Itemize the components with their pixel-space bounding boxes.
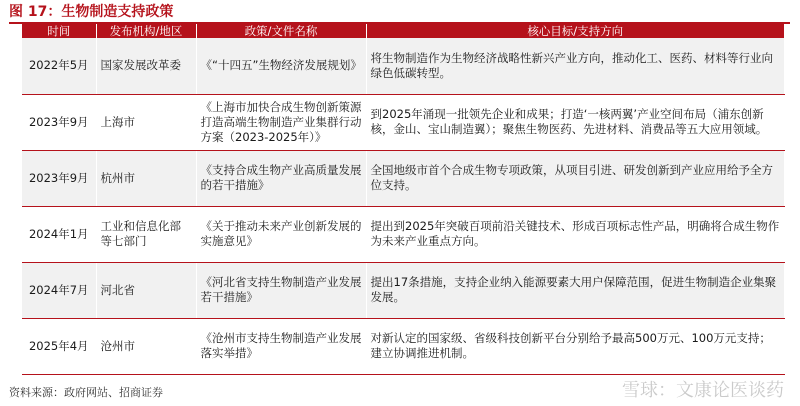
- table-row: [22, 206, 784, 262]
- cell-time: 2023年9月: [22, 150, 96, 206]
- cell-goal: 将生物制造作为生物经济战略性新兴产业方向，推动化工、医药、材料等行业向绿色低碳转型。: [366, 38, 784, 94]
- policy-table: [22, 24, 785, 375]
- cell-goal: 提出到2025年突破百项前沿关键技术、形成百项标志性产品，明确将合成生物作为未来产业重点方向。: [366, 206, 784, 262]
- table-row: [22, 94, 784, 150]
- cell-policy: 《关于推动未来产业创新发展的实施意见》: [196, 206, 366, 262]
- header-agency: 发布机构/地区: [96, 24, 196, 38]
- table-row: [22, 262, 784, 318]
- table-header-row: [22, 24, 784, 38]
- header-time: 时间: [22, 24, 96, 38]
- cell-policy: 《上海市加快合成生物创新策源 打造高端生物制造产业集群行动方案（2023-2025年）》: [196, 94, 366, 150]
- cell-policy: 《沧州市支持生物制造产业发展落实举措》: [196, 318, 366, 374]
- cell-agency: 河北省: [96, 262, 196, 318]
- cell-agency: 杭州市: [96, 150, 196, 206]
- cell-agency: 上海市: [96, 94, 196, 150]
- cell-policy: 《“十四五”生物经济发展规划》: [196, 38, 366, 94]
- cell-time: 2022年5月: [22, 38, 96, 94]
- cell-goal: 对新认定的国家级、省级科技创新平台分别给予最高500万元、100万元支持；建立协调推进机制。: [366, 318, 784, 374]
- cell-goal: 提出17条措施，支持企业纳入能源要素大用户保障范围，促进生物制造企业集聚发展。: [366, 262, 784, 318]
- cell-time: 2023年9月: [22, 94, 96, 150]
- cell-policy: 《支持合成生物产业高质量发展的若干措施》: [196, 150, 366, 206]
- cell-agency: 工业和信息化部等七部门: [96, 206, 196, 262]
- header-policy: 政策/文件名称: [196, 24, 366, 38]
- cell-agency: 沧州市: [96, 318, 196, 374]
- table-row: [22, 318, 784, 374]
- cell-time: 2024年7月: [22, 262, 96, 318]
- header-goal: 核心目标/支持方向: [366, 24, 784, 38]
- figure-title: 图 17：生物制造支持政策: [9, 4, 174, 20]
- table-row: [22, 150, 784, 206]
- cell-goal: 到2025年涌现一批领先企业和成果；打造‘一核两翼’产业空间布局（浦东创新核，金山、宝山制造翼）；聚焦生物医药、先进材料、消费品等五大应用领域。: [366, 94, 784, 150]
- cell-agency: 国家发展改革委: [96, 38, 196, 94]
- watermark: 雪球：文康论医谈药: [622, 380, 784, 401]
- cell-goal: 全国地级市首个合成生物专项政策，从项目引进、研发创新到产业应用给予全方位支持。: [366, 150, 784, 206]
- cell-time: 2024年1月: [22, 206, 96, 262]
- table-row: [22, 38, 784, 94]
- source-note: 资料来源：政府网站、招商证券: [9, 386, 163, 399]
- cell-time: 2025年4月: [22, 318, 96, 374]
- cell-policy: 《河北省支持生物制造产业发展若干措施》: [196, 262, 366, 318]
